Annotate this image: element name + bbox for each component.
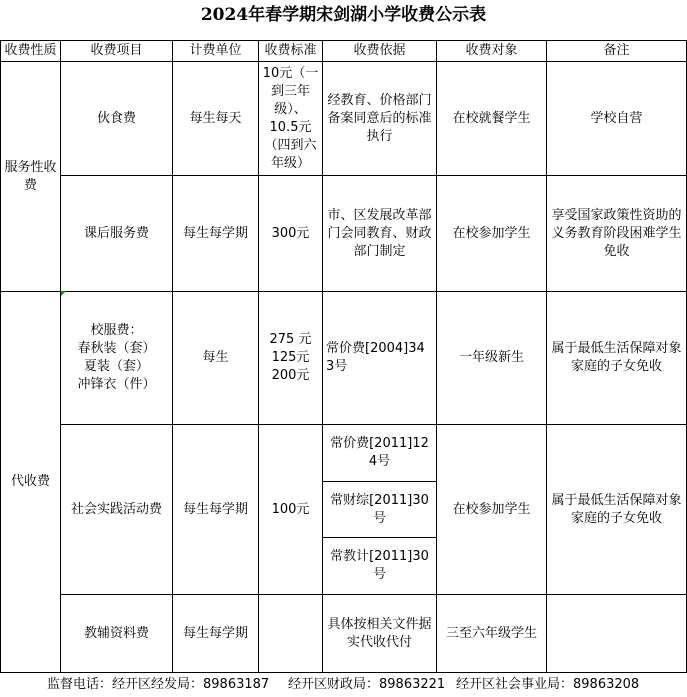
item-cell: 社会实践活动费 [61,425,173,595]
header-cell: 收费对象 [437,41,547,62]
target-cell: 在校参加学生 [437,176,547,292]
unit-cell: 每生每天 [173,62,259,176]
footer-phone-2: 经开区财政局：89863221 [288,677,446,692]
basis-cell: 常价费[2004]343号 [323,292,437,425]
unit-cell: 每生每学期 [173,595,259,673]
item-cell [61,292,173,425]
standard-line: 10.5元 [269,119,312,135]
header-cell: 收费项目 [61,41,173,62]
cell-comment-marker [61,291,66,296]
standard-line: 200元 [271,368,310,383]
unit-cell: 每生 [173,292,259,425]
remark-cell [547,595,687,673]
target-cell: 在校参加学生 [437,425,547,595]
basis-cell: 常教计[2011]30号 [323,538,437,595]
target-cell: 在校就餐学生 [437,62,547,176]
standard-line: 到三年 [270,83,310,99]
standard-cell: 300元 [259,176,323,292]
page-title: 2024年春学期宋剑湖小学收费公示表 [200,5,487,25]
basis-cell: 具体按相关文件据实代收代付 [323,595,437,673]
item-line: 春秋装（套） [77,341,156,356]
standard-cell [259,595,323,673]
remark-cell: 属于最低生活保障对象家庭的子女免收 [547,292,687,425]
basis-cell: 常财综[2011]30号 [323,482,437,538]
standard-line: 125元 [271,350,310,365]
standard-cell: 100元 [259,425,323,595]
basis-cell: 常价费[2011]124号 [323,425,437,482]
item-line: 冲锋衣（件） [77,377,156,392]
remark-cell: 属于最低生活保障对象家庭的子女免收 [547,425,687,595]
remark-cell: 享受国家政策性资助的义务教育阶段困难学生免收 [547,176,687,292]
basis-cell: 经教育、价格部门备案同意后的标准执行 [323,62,437,176]
header-cell: 收费依据 [323,41,437,62]
header-cell: 收费性质 [1,41,61,62]
standard-line: 级）、 [274,101,307,117]
table-row [1,292,687,425]
supervision-footer [0,672,687,697]
standard-line: 275 元 [269,332,312,347]
unit-cell: 每生每学期 [173,425,259,595]
item-cell: 课后服务费 [61,176,173,292]
table-header-row [1,41,687,62]
standard-line: （四到六 [264,137,317,153]
standard-line: 10元（一 [262,65,319,81]
target-cell: 一年级新生 [437,292,547,425]
target-cell: 三至六年级学生 [437,595,547,673]
item-line: 校服费： [90,323,143,338]
basis-cell: 市、区发展改革部门会同教育、财政部门制定 [323,176,437,292]
table-row [1,62,687,176]
header-cell: 收费标准 [259,41,323,62]
standard-line: 年级） [270,155,310,171]
footer-phone-3: 经开区社会事业局：89863208 [456,677,640,692]
standard-cell [259,292,323,425]
table-row [1,425,687,482]
item-line: 夏装（套） [83,359,149,374]
unit-cell: 每生每学期 [173,176,259,292]
header-cell: 备注 [547,41,687,62]
header-cell: 计费单位 [173,41,259,62]
item-cell: 教辅资料费 [61,595,173,673]
table-row [1,595,687,673]
category-service: 服务性收费 [1,62,61,292]
fee-table [0,40,687,673]
item-cell: 伙食费 [61,62,173,176]
footer-phone-1: 监督电话：经开区经发局：89863187 [47,677,270,692]
standard-cell [259,62,323,176]
remark-cell: 学校自营 [547,62,687,176]
category-collect: 代收费 [1,292,61,673]
table-row [1,176,687,292]
